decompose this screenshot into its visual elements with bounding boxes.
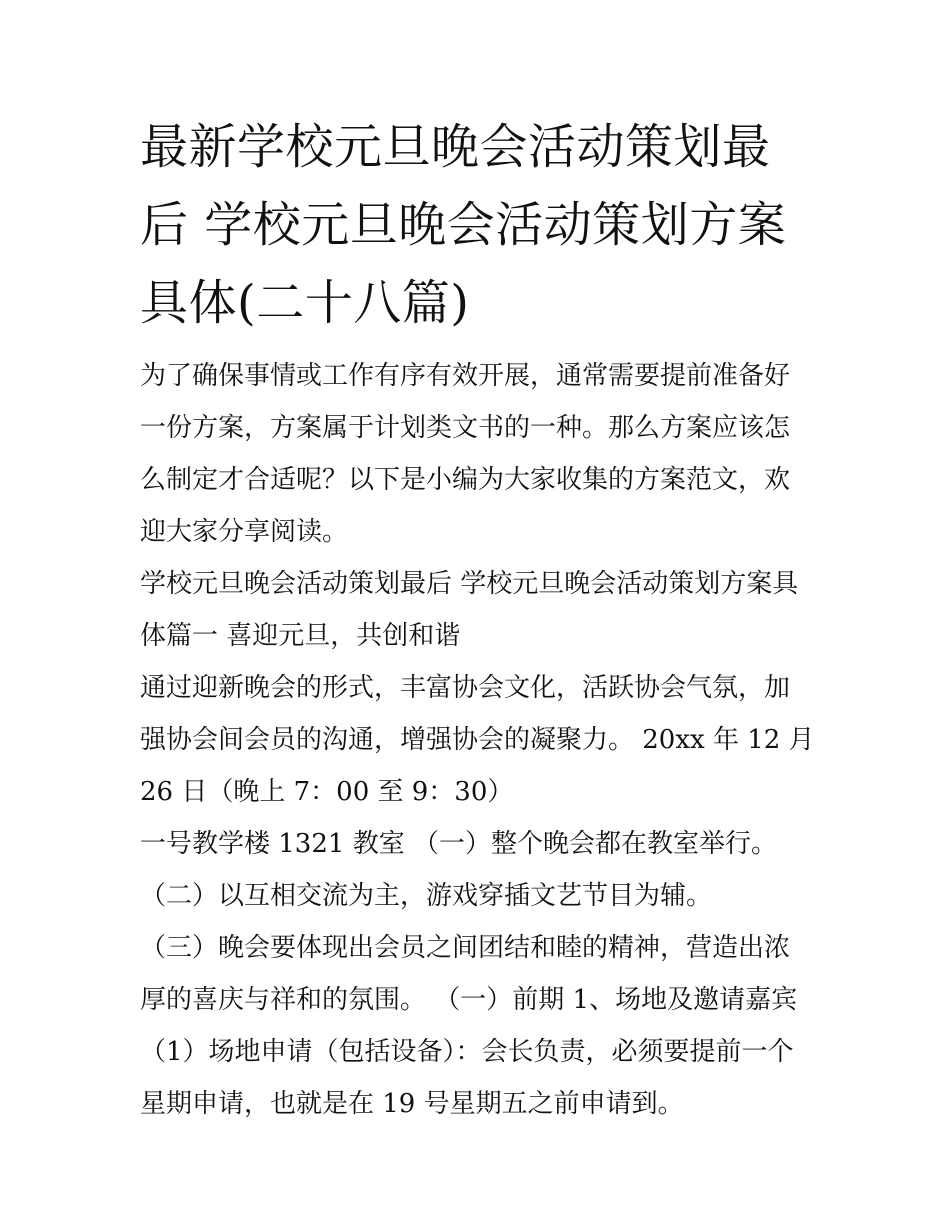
document-body (140, 350, 815, 1130)
purpose-time-paragraph: 通过迎新晚会的形式，丰富协会文化，活跃协会气氛，加强协会间会员的沟通，增强协会的凝聚力。 20xx 年 12 月 26 日（晚上 7：00 至 9：30） (140, 673, 815, 807)
location-format-paragraph: 一号教学楼 1321 教室 （一）整个晚会都在教室举行。 （二）以互相交流为主，游戏穿插文艺节目为辅。 (140, 829, 777, 911)
section-heading-paragraph: 学校元旦晚会活动策划最后 学校元旦晚会活动策划方案具体篇一 喜迎元旦，共创和谐 (140, 569, 799, 651)
atmosphere-preparation-paragraph: （三）晚会要体现出会员之间团结和睦的精神，营造出浓厚的喜庆与祥和的氛围。 （一）前期 1、场地及邀请嘉宾 (140, 933, 798, 1015)
intro-paragraph: 为了确保事情或工作有序有效开展，通常需要提前准备好一份方案，方案属于计划类文书的一种。那么方案应该怎么制定才合适呢？以下是小编为大家收集的方案范文，欢迎大家分享阅读。 (140, 361, 791, 547)
document-title: 最新学校元旦晚会活动策划最后 学校元旦晚会活动策划方案具体(二十八篇) (140, 119, 787, 331)
venue-application-paragraph: （1）场地申请（包括设备）：会长负责，必须要提前一个星期申请，也就是在 19 号星期五之前申请到。 (140, 1037, 794, 1119)
document-page (140, 108, 815, 1130)
